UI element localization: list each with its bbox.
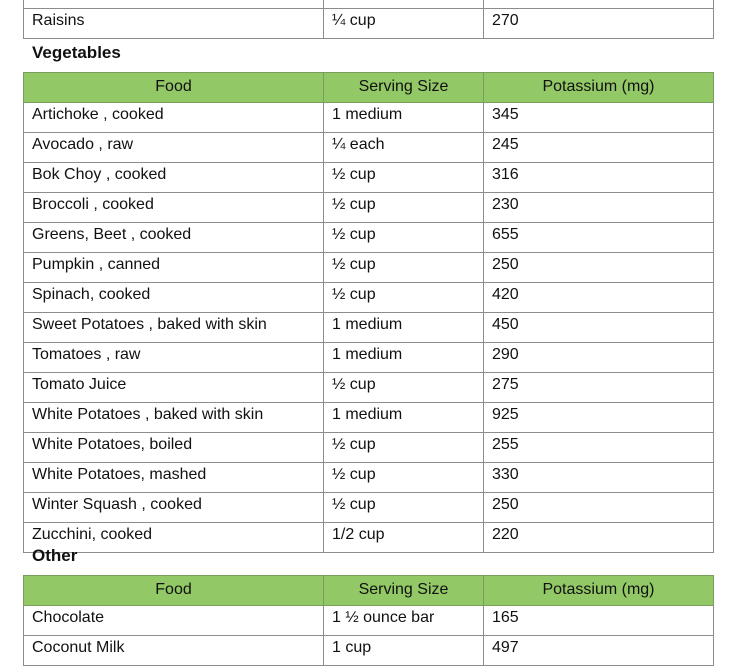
food-cell: Raisins — [24, 9, 324, 39]
food-cell: Avocado , raw — [24, 133, 324, 163]
potassium-cell: 275 — [484, 373, 714, 403]
table-row — [24, 9, 714, 39]
food-cell: Sweet Potatoes , baked with skin — [24, 313, 324, 343]
food-cell — [24, 0, 324, 9]
potassium-cell: 165 — [484, 606, 714, 636]
potassium-cell: 270 — [484, 9, 714, 39]
food-cell: White Potatoes, mashed — [24, 463, 324, 493]
potassium-cell: 220 — [484, 523, 714, 553]
table-header-row — [24, 576, 714, 606]
potassium-cell: 255 — [484, 433, 714, 463]
table-row — [24, 313, 714, 343]
potassium-cell: 345 — [484, 103, 714, 133]
serving-cell: 1 ½ ounce bar — [324, 606, 484, 636]
food-cell: Tomatoes , raw — [24, 343, 324, 373]
vegetables-table — [23, 72, 714, 553]
serving-cell: ¼ each — [324, 133, 484, 163]
food-cell: Tomato Juice — [24, 373, 324, 403]
fruits-table — [23, 0, 714, 39]
section-title-other: Other — [32, 546, 78, 565]
table-row — [24, 463, 714, 493]
table-row — [24, 403, 714, 433]
potassium-cell: 655 — [484, 223, 714, 253]
food-cell: Coconut Milk — [24, 636, 324, 666]
food-cell: Chocolate — [24, 606, 324, 636]
serving-cell: 1 medium — [324, 343, 484, 373]
column-header-potassium: Potassium (mg) — [484, 576, 714, 606]
potassium-cell: 230 — [484, 193, 714, 223]
potassium-cell: 497 — [484, 636, 714, 666]
potassium-cell: 330 — [484, 463, 714, 493]
food-cell: Broccoli , cooked — [24, 193, 324, 223]
table-row — [24, 223, 714, 253]
food-cell: Spinach, cooked — [24, 283, 324, 313]
table-row — [24, 636, 714, 666]
potassium-cell: 450 — [484, 313, 714, 343]
potassium-cell: 250 — [484, 493, 714, 523]
food-cell: Pumpkin , canned — [24, 253, 324, 283]
serving-cell: ½ cup — [324, 433, 484, 463]
serving-cell: 1 cup — [324, 636, 484, 666]
other-table — [23, 575, 714, 666]
serving-cell: 1 medium — [324, 403, 484, 433]
column-header-potassium: Potassium (mg) — [484, 73, 714, 103]
table-row — [24, 523, 714, 553]
table-row — [24, 163, 714, 193]
section-title-vegetables: Vegetables — [32, 43, 121, 62]
table-row — [24, 133, 714, 163]
table-row — [24, 606, 714, 636]
serving-cell: ½ cup — [324, 493, 484, 523]
food-cell: Artichoke , cooked — [24, 103, 324, 133]
serving-cell: ½ cup — [324, 253, 484, 283]
serving-cell: ½ cup — [324, 193, 484, 223]
food-cell: Zucchini, cooked — [24, 523, 324, 553]
potassium-cell: 925 — [484, 403, 714, 433]
table-row — [24, 493, 714, 523]
potassium-cell: 245 — [484, 133, 714, 163]
potassium-cell: 316 — [484, 163, 714, 193]
table-row — [24, 433, 714, 463]
table-row — [24, 0, 714, 9]
serving-cell: 1 medium — [324, 313, 484, 343]
food-cell: White Potatoes, boiled — [24, 433, 324, 463]
serving-cell: ¼ cup — [324, 9, 484, 39]
column-header-serving-size: Serving Size — [324, 73, 484, 103]
serving-cell — [324, 0, 484, 9]
table-row — [24, 193, 714, 223]
serving-cell: 1 medium — [324, 103, 484, 133]
table-header-row — [24, 73, 714, 103]
serving-cell: ½ cup — [324, 223, 484, 253]
potassium-cell — [484, 0, 714, 9]
potassium-cell: 420 — [484, 283, 714, 313]
serving-cell: 1/2 cup — [324, 523, 484, 553]
food-cell: Bok Choy , cooked — [24, 163, 324, 193]
potassium-cell: 250 — [484, 253, 714, 283]
serving-cell: ½ cup — [324, 463, 484, 493]
table-row — [24, 283, 714, 313]
column-header-food: Food — [24, 576, 324, 606]
table-row — [24, 343, 714, 373]
food-cell: Winter Squash , cooked — [24, 493, 324, 523]
serving-cell: ½ cup — [324, 163, 484, 193]
serving-cell: ½ cup — [324, 373, 484, 403]
food-cell: White Potatoes , baked with skin — [24, 403, 324, 433]
table-row — [24, 253, 714, 283]
potassium-cell: 290 — [484, 343, 714, 373]
column-header-food: Food — [24, 73, 324, 103]
column-header-serving-size: Serving Size — [324, 576, 484, 606]
food-cell: Greens, Beet , cooked — [24, 223, 324, 253]
table-row — [24, 103, 714, 133]
serving-cell: ½ cup — [324, 283, 484, 313]
table-row — [24, 373, 714, 403]
